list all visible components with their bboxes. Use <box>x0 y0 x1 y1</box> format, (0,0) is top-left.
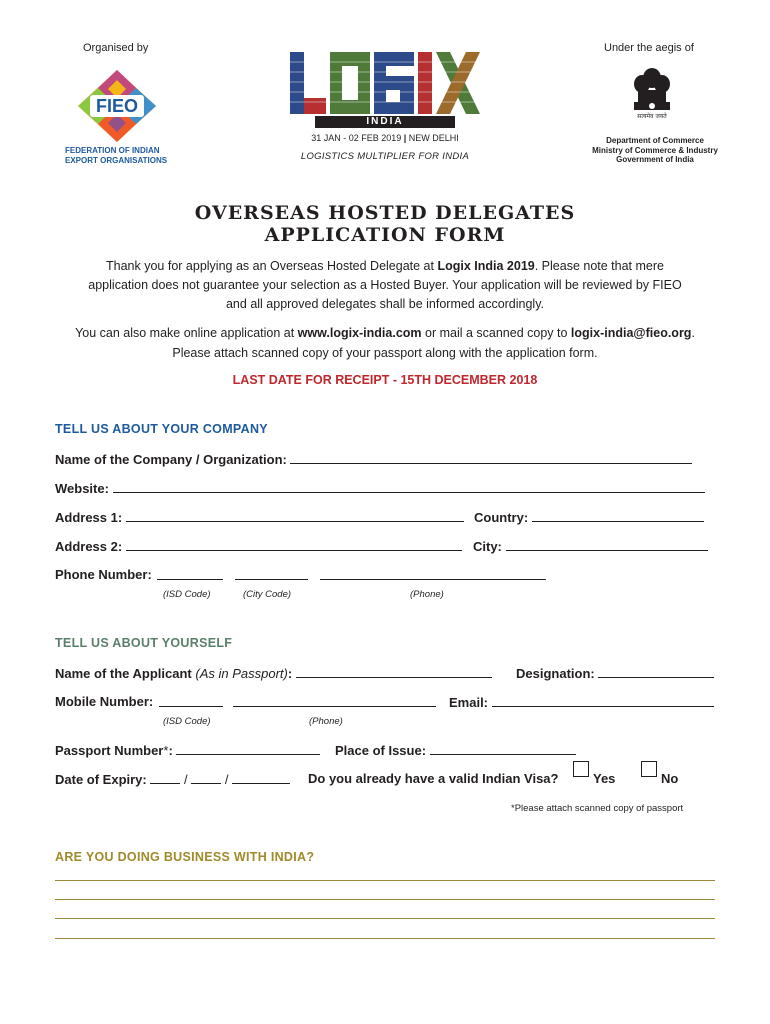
city-field[interactable] <box>506 538 708 551</box>
email-link[interactable]: logix-india@fieo.org <box>570 326 692 340</box>
visa-yes-checkbox[interactable] <box>573 761 589 777</box>
company-name-field[interactable] <box>290 451 692 464</box>
country-label: Country: <box>474 510 529 525</box>
intro-line3: and all approved delegates shall be informed accordingly. <box>225 297 545 311</box>
intro-line1 <box>0 257 770 276</box>
place-of-issue-row <box>335 742 576 758</box>
company-phone-field[interactable] <box>320 567 546 580</box>
ashoka-emblem-icon <box>630 64 674 130</box>
contact-line2: Please attach scanned copy of your passport along with the application form. <box>172 346 598 360</box>
expiry-month-field[interactable] <box>191 771 221 784</box>
form-title-line1: OVERSEAS HOSTED DELEGATES <box>194 202 576 224</box>
fieo-name-line1: FEDERATION OF INDIAN <box>65 146 160 155</box>
expiry-year-field[interactable] <box>232 771 290 784</box>
yourself-section-heading: TELL US ABOUT YOURSELF <box>55 636 233 650</box>
address1-label: Address 1: <box>55 510 123 525</box>
applicant-colon: : <box>287 666 293 681</box>
organised-by-label: Organised by <box>83 42 149 54</box>
aegis-label: Under the aegis of <box>604 42 694 54</box>
logix-india-text: INDIA <box>366 116 404 127</box>
mobile-isd-hint: (ISD Code) <box>163 716 211 727</box>
place-of-issue-label: Place of Issue: <box>335 743 427 758</box>
country-field[interactable] <box>532 509 704 522</box>
aegis-department <box>585 136 725 165</box>
website-label: Website: <box>55 481 109 496</box>
visa-yes-label: Yes <box>593 771 616 786</box>
company-isd-field[interactable] <box>157 567 223 580</box>
logix-logo <box>290 52 480 114</box>
intro-paragraph <box>0 257 770 314</box>
mobile-phone-hint: (Phone) <box>309 716 343 727</box>
company-city-code-field[interactable] <box>235 567 308 580</box>
business-answer-line-4[interactable] <box>55 938 715 939</box>
passport-row <box>55 742 320 758</box>
passport-label: Passport Number <box>55 743 164 758</box>
contact-text-a: You can also make online application at <box>75 326 298 340</box>
contact-text-b: or mail a scanned copy to <box>421 326 571 340</box>
company-name-row <box>55 451 692 467</box>
email-row <box>449 694 714 710</box>
visa-question: Do you already have a valid Indian Visa? <box>308 771 559 786</box>
fieo-name-line2: EXPORT ORGANISATIONS <box>65 156 168 165</box>
website-link[interactable]: www.logix-india.com <box>297 326 422 340</box>
intro-text-a: Thank you for applying as an Overseas Hosted Delegate at <box>106 259 438 273</box>
contact-text-c: . <box>691 326 695 340</box>
website-field[interactable] <box>113 480 705 493</box>
applicant-name-field[interactable] <box>296 665 492 678</box>
applicant-label: Name of the Applicant <box>55 666 196 681</box>
address2-field[interactable] <box>126 538 462 551</box>
expiry-label: Date of Expiry: <box>55 772 147 787</box>
fieo-badge-text: FIEO <box>95 96 138 116</box>
form-title-line2: APPLICATION FORM <box>264 224 506 246</box>
country-row <box>474 509 704 525</box>
place-of-issue-field[interactable] <box>430 742 576 755</box>
business-answer-line-1[interactable] <box>55 880 715 881</box>
emblem-motto: सत्यमेव जयते <box>637 113 667 120</box>
event-name: Logix India 2019 <box>437 259 535 273</box>
website-row <box>55 480 705 496</box>
company-isd-hint: (ISD Code) <box>163 589 211 600</box>
logix-dates-city: NEW DELHI <box>406 133 459 143</box>
passport-number-field[interactable] <box>176 742 320 755</box>
aegis-line1: Department of Commerce <box>606 136 704 145</box>
logix-india-band <box>315 116 455 128</box>
company-phone-row <box>55 567 152 582</box>
intro-line2: application does not guarantee your selection as a Hosted Buyer. Your application will be reviewed by FIEO <box>88 278 682 292</box>
company-phone-label: Phone Number: <box>55 567 152 582</box>
applicant-hint: (As in Passport) <box>195 666 288 681</box>
designation-row <box>516 665 714 681</box>
fieo-name <box>65 146 167 166</box>
address1-field[interactable] <box>126 509 464 522</box>
applicant-row <box>55 665 492 681</box>
city-row <box>473 538 708 554</box>
business-answer-line-2[interactable] <box>55 899 715 900</box>
company-phone-hint: (Phone) <box>410 589 444 600</box>
designation-field[interactable] <box>598 665 714 678</box>
email-label: Email: <box>449 695 489 710</box>
passport-required-marker: * <box>163 743 169 758</box>
intro-text-b: . Please note that mere <box>534 259 664 273</box>
form-title <box>0 202 770 246</box>
fieo-logo <box>78 70 156 142</box>
logix-dates-separator: | <box>403 133 407 143</box>
logix-dates-start: 31 JAN - 02 FEB 2019 <box>311 133 404 143</box>
address2-label: Address 2: <box>55 539 123 554</box>
business-answer-line-3[interactable] <box>55 918 715 919</box>
passport-note: *Please attach scanned copy of passport <box>511 803 684 814</box>
contact-line1 <box>0 323 770 343</box>
business-section-heading: ARE YOU DOING BUSINESS WITH INDIA? <box>55 850 315 864</box>
address1-row <box>55 509 464 525</box>
company-name-label: Name of the Company / Organization: <box>55 452 287 467</box>
company-section-heading: TELL US ABOUT YOUR COMPANY <box>55 422 268 436</box>
visa-no-checkbox[interactable] <box>641 761 657 777</box>
aegis-line2: Ministry of Commerce & Industry <box>592 145 718 155</box>
logix-dates <box>290 133 480 143</box>
expiry-slash-1: / <box>184 772 188 787</box>
address2-row <box>55 538 462 554</box>
contact-paragraph <box>0 323 770 363</box>
email-field[interactable] <box>492 694 714 707</box>
logix-wordmark-graphic <box>290 52 480 114</box>
mobile-label: Mobile Number: <box>55 694 154 709</box>
city-label: City: <box>473 539 502 554</box>
passport-colon: : <box>168 743 173 758</box>
expiry-slash-2: / <box>224 772 229 787</box>
mobile-isd-field[interactable] <box>159 694 223 707</box>
aegis-line3: Government of India <box>616 155 694 164</box>
company-city-code-hint: (City Code) <box>243 589 292 600</box>
mobile-row <box>55 694 153 709</box>
expiry-day-field[interactable] <box>150 771 180 784</box>
visa-no-label: No <box>661 771 679 786</box>
deadline-notice: LAST DATE FOR RECEIPT - 15TH DECEMBER 2018 <box>232 373 538 387</box>
expiry-row <box>55 771 290 787</box>
designation-label: Designation: <box>516 666 595 681</box>
logix-tagline: LOGISTICS MULTIPLIER FOR INDIA <box>300 151 470 162</box>
mobile-phone-field[interactable] <box>233 694 436 707</box>
